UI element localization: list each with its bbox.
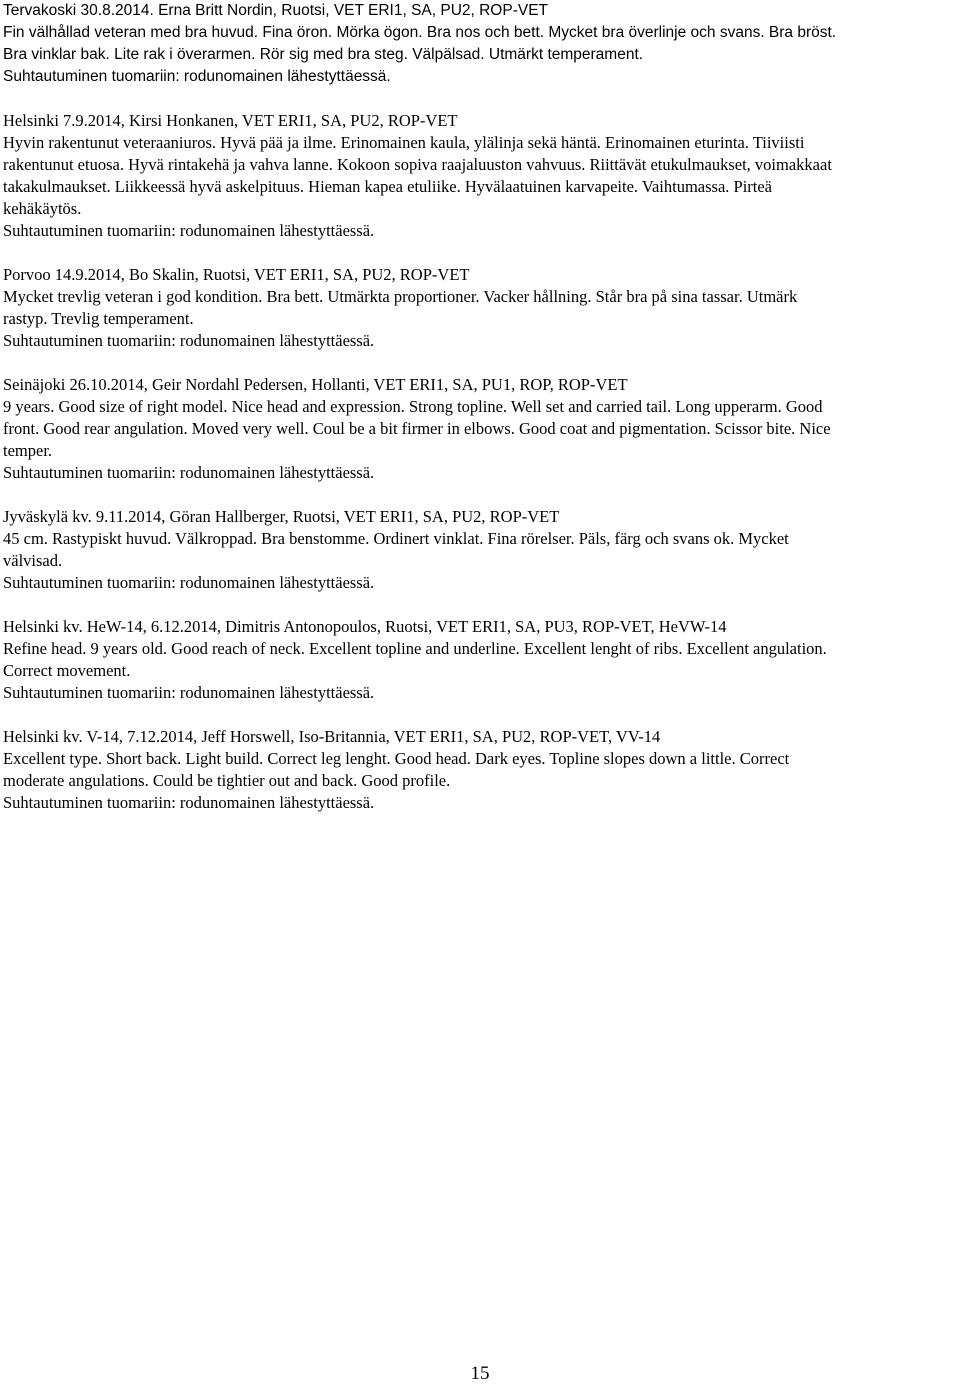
entry-text-line: moderate angulations. Could be tightier out and back. Good profile. — [3, 771, 451, 790]
entry-text-line: 9 years. Good size of right model. Nice head and expression. Strong topline. Well set and carried tail. Long upperarm. Good — [3, 397, 823, 416]
judge-attitude-line: Suhtautuminen tuomariin: rodunomainen lähestyttäessä. — [3, 463, 375, 482]
page-number: 15 — [470, 1363, 490, 1384]
entry-spacer — [3, 242, 958, 264]
entry-spacer — [3, 704, 958, 726]
entry-heading: Helsinki kv. HeW-14, 6.12.2014, Dimitris Antonopoulos, Ruotsi, VET ERI1, SA, PU3, ROP-VET, HeVW-14 — [3, 617, 727, 636]
entry-heading: Helsinki 7.9.2014, Kirsi Honkanen, VET ERI1, SA, PU2, ROP-VET — [3, 111, 458, 130]
entry-heading: Seinäjoki 26.10.2014, Geir Nordahl Pedersen, Hollanti, VET ERI1, SA, PU1, ROP, ROP-VET — [3, 375, 628, 394]
entry-heading: Jyväskylä kv. 9.11.2014, Göran Hallberger, Ruotsi, VET ERI1, SA, PU2, ROP-VET — [3, 507, 560, 526]
entry-block — [3, 506, 958, 594]
entry-text-line: Hyvin rakentunut veteraaniuros. Hyvä pää ja ilme. Erinomainen kaula, ylälinja sekä häntä. Erinomainen eturinta. Tiiviisti — [3, 133, 805, 152]
entry-block — [3, 374, 958, 484]
document-body — [3, 0, 958, 814]
judge-attitude-line: Suhtautuminen tuomariin: rodunomainen lähestyttäessä. — [3, 331, 375, 350]
entry-block — [3, 0, 958, 88]
entry-block — [3, 264, 958, 352]
entry-text-line: rastyp. Trevlig temperament. — [3, 309, 194, 328]
judge-attitude-line: Suhtautuminen tuomariin: rodunomainen lähestyttäessä. — [3, 683, 375, 702]
entry-heading: Tervakoski 30.8.2014. Erna Britt Nordin, Ruotsi, VET ERI1, SA, PU2, ROP-VET — [3, 2, 549, 19]
entry-text-line: Mycket trevlig veteran i god kondition. Bra bett. Utmärkta proportioner. Vacker hållning. Står bra på sina tassar. Utmärk — [3, 287, 798, 306]
entry-text-line: takakulmaukset. Liikkeessä hyvä askelpituus. Hieman kapea etuliike. Hyvälaatuinen karvapeite. Vaihtumassa. Pirteä — [3, 177, 772, 196]
entry-heading: Helsinki kv. V-14, 7.12.2014, Jeff Horswell, Iso-Britannia, VET ERI1, SA, PU2, ROP-VET, VV-14 — [3, 727, 661, 746]
judge-attitude-line: Suhtautuminen tuomariin: rodunomainen lähestyttäessä. — [3, 68, 391, 85]
entry-block — [3, 110, 958, 242]
entry-text-line: rakentunut etuosa. Hyvä rintakehä ja vahva lanne. Kokoon sopiva raajaluuston vahvuus. Riittävät etukulmaukset, voimakkaat — [3, 155, 832, 174]
entry-spacer — [3, 88, 958, 110]
entry-block — [3, 616, 958, 704]
judge-attitude-line: Suhtautuminen tuomariin: rodunomainen lähestyttäessä. — [3, 221, 375, 240]
entry-text-line: 45 cm. Rastypiskt huvud. Välkroppad. Bra benstomme. Ordinert vinklat. Fina rörelser. Päls, färg och svans ok. Mycket — [3, 529, 789, 548]
entry-spacer — [3, 594, 958, 616]
entry-text-line: temper. — [3, 441, 53, 460]
entry-text-line: Correct movement. — [3, 661, 131, 680]
judge-attitude-line: Suhtautuminen tuomariin: rodunomainen lähestyttäessä. — [3, 793, 375, 812]
entry-text-line: Excellent type. Short back. Light build. Correct leg lenght. Good head. Dark eyes. Topline slopes down a little. Correct — [3, 749, 790, 768]
entry-text-line: front. Good rear angulation. Moved very well. Coul be a bit firmer in elbows. Good coat and pigmentation. Scissor bite. Nice — [3, 419, 831, 438]
entry-text-line: Refine head. 9 years old. Good reach of neck. Excellent topline and underline. Excellent lenght of ribs. Excellent angulation. — [3, 639, 827, 658]
entry-text-line: Fin välhållad veteran med bra huvud. Fina öron. Mörka ögon. Bra nos och bett. Mycket bra överlinje och svans. Bra bröst. — [3, 24, 837, 41]
judge-attitude-line: Suhtautuminen tuomariin: rodunomainen lähestyttäessä. — [3, 573, 375, 592]
entry-spacer — [3, 484, 958, 506]
entry-text-line: kehäkäytös. — [3, 199, 82, 218]
entry-heading: Porvoo 14.9.2014, Bo Skalin, Ruotsi, VET ERI1, SA, PU2, ROP-VET — [3, 265, 470, 284]
entry-text-line: välvisad. — [3, 551, 63, 570]
entry-block — [3, 726, 958, 814]
entry-spacer — [3, 352, 958, 374]
entry-text-line: Bra vinklar bak. Lite rak i överarmen. Rör sig med bra steg. Välpälsad. Utmärkt temperament. — [3, 46, 644, 63]
